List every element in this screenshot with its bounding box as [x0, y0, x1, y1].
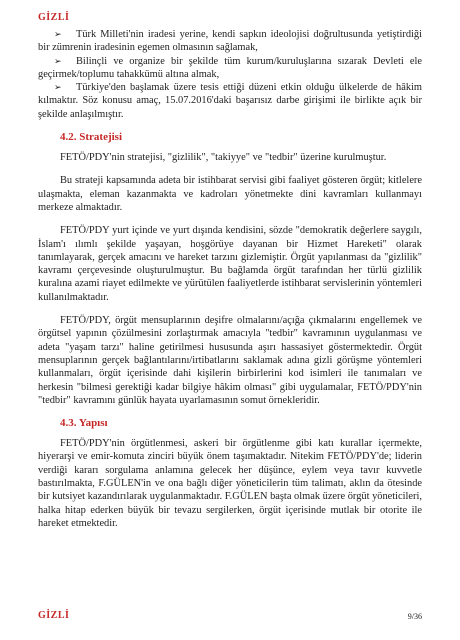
arrow-bullet-icon: ➢	[54, 82, 62, 93]
paragraph: FETÖ/PDY, örgüt mensuplarının deşifre olmalarını/açığa çıkmalarını engellemek ve örgütsel yapının çözülmesini zorlaştırmak amacıyla "tedbir" kavramının uygulanması ve adeta "yaşam tarzı" haline getirilmesi hususunda aşırı hassasiyet göstermektedir. Örgüt mensuplarının gerçek bağlantılarını/irtibatlarını saklamak adına gizli görüşme yöntemleri kullanmaları, örgüt içerisinde dahi kişilerin birbirlerini kod isimleri ile tanımaları ve herkesin "bilmesi gerektiği kadar bilgiye hâkim olması" gibi uygulamalar, FETÖ/PDY'nin "tedbir" kavramını günlük hayata uyarlamasının somut örnekleridir.	[38, 315, 422, 406]
classification-footer: GİZLİ	[38, 610, 70, 621]
paragraph: FETÖ/PDY'nin stratejisi, "gizlilik", "takiyye" ve "tedbir" üzerine kurulmuştur.	[60, 152, 387, 164]
paragraph: FETÖ/PDY yurt içinde ve yurt dışında kendisini, sözde "demokratik değerlere saygılı, İslam'ı ılımlı şekilde yaşayan, hoşgörüye dayanan bir Hizmet Hareketi" olarak tanımlayarak, gerçek amacını ve hareket tarzını gizlemiştir. Örgüt yapılanması da "gizlilik" kavramı çerçevesinde oluşturulmuştur. Bu bağlamda örgüt tarafından her türlü gizlilik kuralına azami riayet edilmekte ve yürütülen faaliyetlerde istihbarat servislerinin yöntemleri kullanılmaktadır.	[38, 225, 422, 303]
document-body	[38, 28, 422, 540]
arrow-bullet-icon: ➢	[54, 29, 62, 39]
page-number: 9/36	[407, 612, 422, 621]
list-item	[38, 28, 422, 55]
list-item-text: Türk Milleti'nin iradesi yerine, kendi sapkın ideolojisi doğrultusunda yetiştirdiği bir zümrenin iradesinin egemen olmasının sağlamak,	[38, 29, 422, 54]
list-item-text: Bilinçli ve organize bir şekilde tüm kurum/kuruluşlarına sızarak Devleti ele geçirmek/toplumu tahakkümü altına almak,	[38, 55, 422, 80]
goal-list	[38, 28, 422, 121]
list-item	[38, 55, 422, 82]
paragraph: FETÖ/PDY'nin örgütlenmesi, askeri bir örgütlenme gibi katı kurallar içermekte, hiyerarşi ve emir-komuta zinciri büyük önem taşımaktadır. Nitekim FETÖ/PDY'de; liderin verdiği kararı sorgulama anlamına gelecek her düşünce, eylem veya tavır kuvvetle bastırılmakta, F.GÜLEN'in ve ona bağlı diğer yöneticilerin tüm talimatı, aklın da ötesinde bir kutsiyet kazandırılarak uygulanmaktadır. F.GÜLEN başta olmak üzere örgüt yöneticileri, halka hitap ederken büyük bir tevazu sergilerken, örgüt içerisinde mutlak bir otorite ile hareket etmektedir.	[38, 438, 422, 529]
section-heading-strategy: 4.2. Stratejisi	[60, 131, 123, 144]
list-item	[38, 81, 422, 121]
section-heading-structure: 4.3. Yapısı	[60, 417, 108, 430]
paragraph: Bu strateji kapsamında adeta bir istihbarat servisi gibi faaliyet gösteren örgüt; kitlelere ulaşmakta, eleman kazanmakta ve kadroları yönetmekte dini kavramları kullanmayı merkeze almaktadır.	[38, 175, 422, 213]
classification-header: GİZLİ	[38, 12, 70, 23]
arrow-bullet-icon: ➢	[54, 55, 62, 66]
list-item-text: Türkiye'den başlamak üzere tesis ettiği düzeni etkin olduğu ülkelerde de hâkim kılmaktır. Söz konusu amaç, 15.07.2016'daki başarısız darbe girişimi ile birlikte açık bir şekilde anlaşılmıştır.	[38, 82, 422, 120]
